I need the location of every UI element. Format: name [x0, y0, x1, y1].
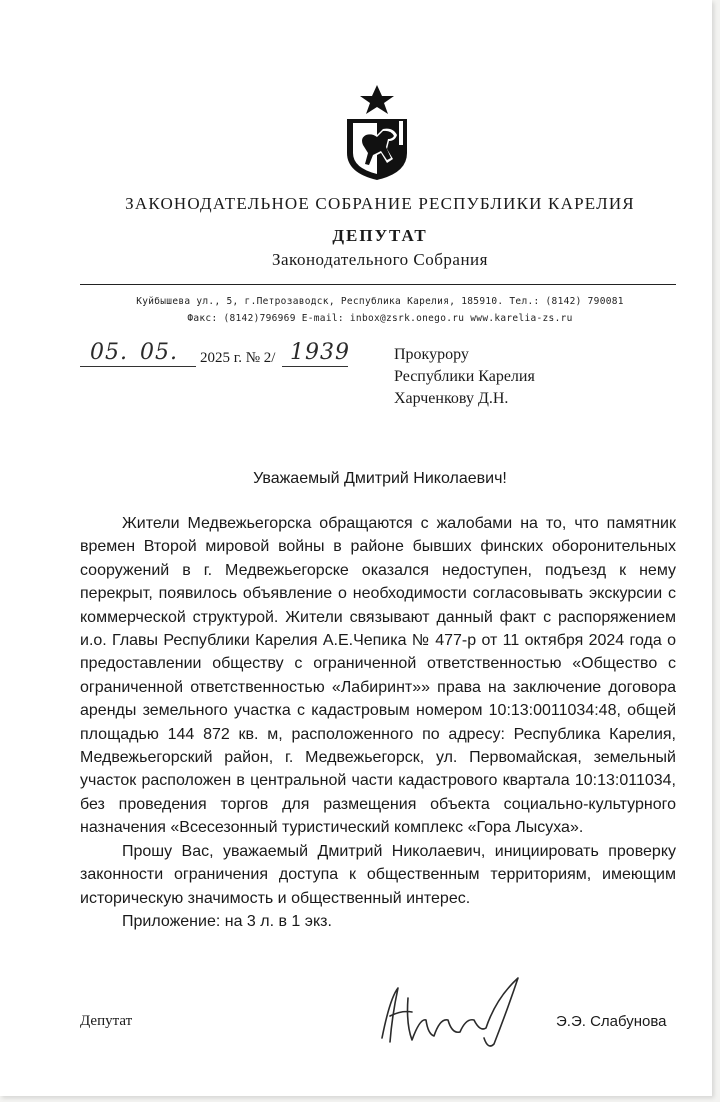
deputy-subtitle: Законодательного Собрания	[272, 250, 488, 269]
signatory-name: Э.Э. Слабунова	[556, 1013, 667, 1030]
deputy-title: ДЕПУТАТ	[332, 226, 428, 245]
address-line: Куйбышева ул., 5, г.Петрозаводск, Республика Карелия, 185910. Тел.: (8142) 790081	[136, 296, 624, 307]
paragraph: Приложение: на 3 л. в 1 экз.	[122, 912, 332, 930]
handwritten-signature	[368, 968, 528, 1050]
salutation: Уважаемый Дмитрий Николаевич!	[253, 470, 507, 487]
organization-name: ЗАКОНОДАТЕЛЬНОЕ СОБРАНИЕ РЕСПУБЛИКИ КАРЕЛИЯ	[125, 194, 635, 213]
date-underline	[80, 366, 196, 367]
recipient-block	[394, 344, 535, 410]
reference-number: 1939	[290, 340, 350, 365]
letter-body	[80, 512, 676, 933]
date-day: 05.	[90, 340, 128, 365]
recipient-line: Харченкову Д.Н.	[394, 390, 509, 407]
paragraph: Жители Медвежьегорска обращаются с жалобами на то, что памятник времен Второй мировой войны в районе бывших финских оборонительных сооружений в г. Медвежьегорске оказался недоступен, подъезд к нему перекрыт, появилось объявление о необходимости согласовывать экскурсии с коммерческой структурой. Жители связывают данный факт с распоряжением и.о. Главы Республики Карелия А.Е.Чепика № 477-р от 11 октября 2024 года о предоставлении обществу с ограниченной ответственностью «Общество с ограниченной ответственностью «Лабиринт»» права на заключение договора аренды земельного участка с кадастровым номером 10:13:0011034:48, общей площадью 144 872 кв. м, расположенного по адресу: Республика Карелия, Медвежьегорский район, г. Медвежьегорск, ул. Первомайская, земельный участок расположен в центральной части кадастрового квартала 10:13:011034, без проведения торгов для размещения объекта социально-культурного назначения «Всесезонный туристический комплекс «Гора Лысуха».	[80, 515, 676, 837]
recipient-line: Прокурору	[394, 346, 469, 363]
date-year-prefix: 2025 г. № 2/	[200, 350, 276, 366]
paragraph: Прошу Вас, уважаемый Дмитрий Николаевич, инициировать проверку законности ограничения доступа к общественным территориям, имеющим историческую значимость и общественный интерес.	[80, 842, 676, 907]
karelia-coat-of-arms-icon	[343, 83, 411, 181]
signature-label: Депутат	[80, 1013, 133, 1029]
contact-line: Факс: (8142)796969 E-mail: inbox@zsrk.onego.ru www.karelia-zs.ru	[187, 313, 573, 324]
header-divider	[80, 284, 676, 285]
date-month: 05.	[140, 340, 178, 365]
recipient-line: Республики Карелия	[394, 368, 535, 385]
number-underline	[282, 366, 348, 367]
